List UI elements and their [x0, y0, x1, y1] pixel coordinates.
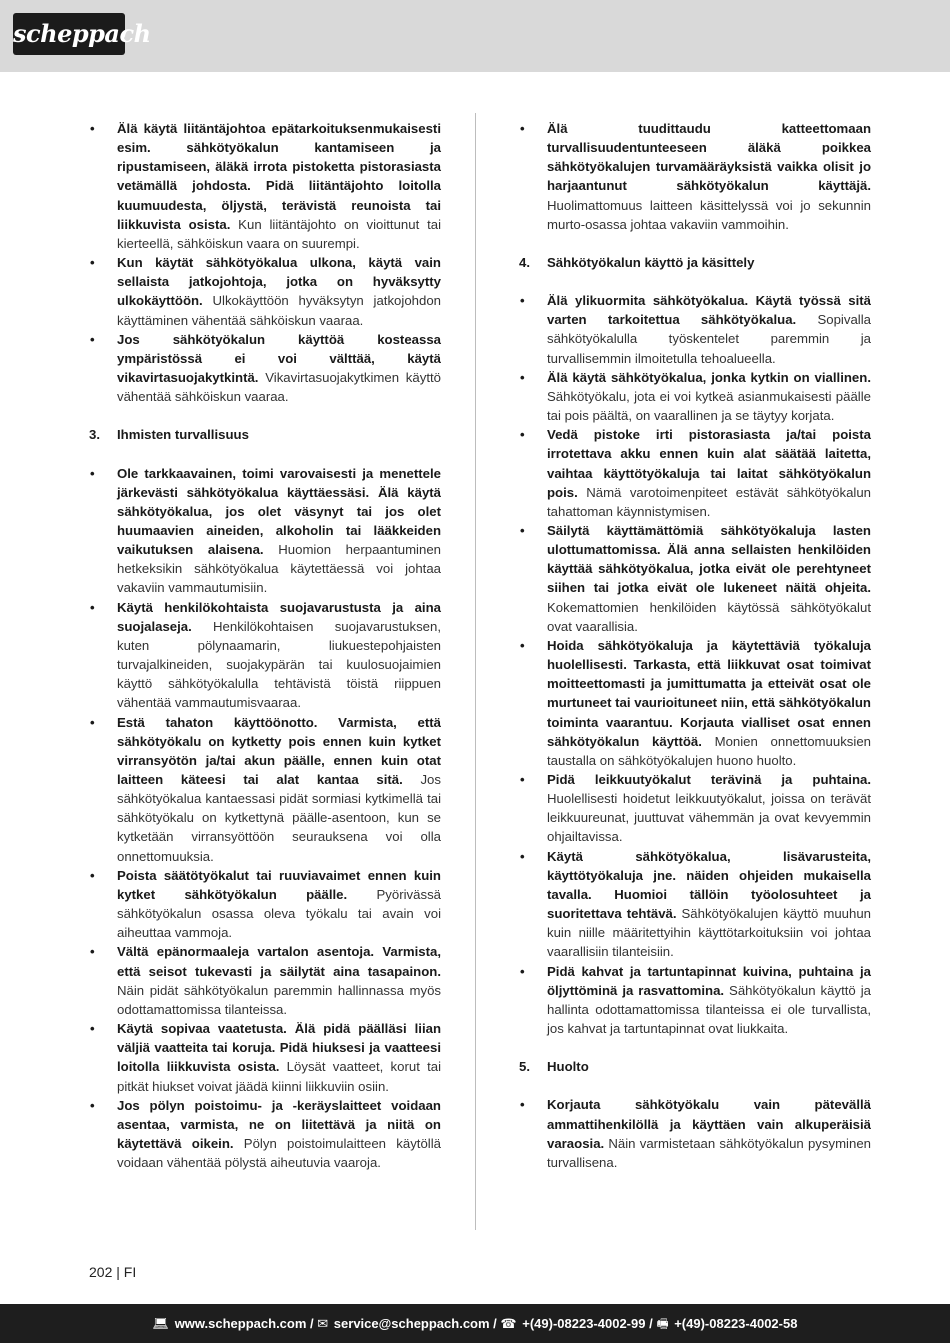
bullet-body-text: Sopivalla sähkötyökalulla työskentelet paremmin ja turvallisemmin ilmoitetulla tehoalueella.: [547, 312, 871, 366]
bullet-bold-text: Käytä henkilökohtaista suojavarustusta ja aina suojalaseja.: [117, 599, 441, 634]
bullet-item: [87, 253, 441, 330]
spacer: [87, 406, 441, 425]
bullet-body-text: Sähkötyökalun käyttö ja hallinta odottamattomissa tilanteissa ei ole turvallista, jos kahvat ja tartuntapinnat ovat liukkaita.: [547, 982, 871, 1037]
bullet-icon: •: [520, 848, 525, 864]
bullet-bold-text: Käytä sähkötyökalua, lisävarusteita, käyttötyökaluja jne. näiden ohjeiden mukaisella tavalla. Huomioi tällöin työolosuhteet ja suoritettava tehtävä.: [547, 848, 871, 922]
bullet-bold-text: Ole tarkkaavainen, toimi varovaisesti ja menettele järkevästi sähkötyökalua käyttäessäsi. Älä käytä sähkötyökalua, jos olet väsynyt tai jos olet huumaavien aineiden, alkoholin tai lääkkeiden vaikutuksen alaisena.: [117, 465, 441, 558]
bullet-bold-text: Korjauta sähkötyökalu vain pätevällä ammattihenkilöllä ja käyttäen vain alkuperäisiä varaosia.: [547, 1097, 871, 1151]
section-number: 5.: [519, 1059, 530, 1075]
bullet-item: [87, 598, 441, 713]
bullet-bold-text: Vedä pistoke irti pistorasiasta ja/tai poista irrotettava akku ennen kuin alat säätää laitetta, vaihtaa käyttötyökaluja tai laitat sähkötyökalun pois.: [547, 427, 871, 500]
page-number: [89, 1264, 136, 1280]
bullet-bold-text: Vältä epänormaaleja vartalon asentoja. Varmista, että seisot tukevasti ja säilytät aina tasapainon.: [117, 944, 441, 979]
bullet-body-text: Löysät vaatteet, korut tai pitkät hiukset voivat jäädä kiinni liikkuviin osiin.: [117, 1059, 441, 1094]
bullet-body-text: Ulkokäyttöön hyväksytyn jatkojohdon käyttäminen vähentää sähköiskun vaaraa.: [117, 293, 441, 328]
bullet-body-text: Huolellisesti hoidetut leikkuutyökalut, joissa on terävät leikkuureunat, juuttuvat vähemmän ja ovat kevyemmin ohjailtavissa.: [547, 791, 871, 845]
bullet-icon: •: [90, 944, 95, 960]
bullet-body-text: Jos sähkötyökalua kantaessasi pidät sormiasi kytkimellä tai sähkötyökalu on kytkettynä päälle-asentoon, kun se kytketään virransyöttöön seurauksena voi olla onnettomuuksia.: [117, 772, 441, 864]
bullet-item: [517, 962, 871, 1039]
spacer: [517, 272, 871, 291]
page-number-separator: |: [116, 1264, 120, 1280]
bullet-icon: •: [520, 427, 525, 443]
bullet-body-text: Pölyn poistoimulaitteen käytöllä voidaan vähentää pölystä aiheutuvia vaaroja.: [117, 1135, 441, 1171]
bullet-body-text: Näin varmistetaan sähkötyökalun pysyminen turvallisena.: [547, 1135, 871, 1170]
logo-text: scheppach: [13, 19, 151, 48]
bullet-bold-text: Älä tuudittaudu katteettomaan turvallisuudentunteeseen äläkä poikkea sähkötyökalujen turvamääräyksistä vaikka olisit jo harjaantunut sähkötyökalun käyttäjä.: [547, 121, 871, 194]
bullet-icon: •: [90, 331, 95, 347]
right-column: [517, 119, 871, 1172]
bullet-body-text: Nämä varotoimenpiteet estävät sähkötyökalun tahattoman käynnistymisen.: [547, 484, 871, 519]
bullet-bold-text: Kun käytät sähkötyökalua ulkona, käytä vain sellaista jatkojohtoja, jotka on hyväksytty ulkokäyttöön.: [117, 255, 441, 309]
left-column: [87, 119, 441, 1172]
bullet-body-text: Kun liitäntäjohto on vioittunut tai kierteellä, sähköiskun vaara on suurempi.: [117, 216, 441, 251]
spacer: [517, 1076, 871, 1095]
bullet-bold-text: Jos sähkötyökalun käyttöä kosteassa ympäristössä ei voi välttää, käytä vikavirtasuojakytkintä.: [117, 331, 441, 386]
bullet-item: [517, 425, 871, 521]
bullet-icon: •: [90, 714, 95, 730]
bullet-item: [87, 1019, 441, 1096]
bullet-body-text: Henkilökohtaisen suojavarustuksen, kuten pölynaamarin, liukuestepohjaisten turvajalkineiden, suojakypärän tai kuulosuojaimien käyttö sähkötyökalulla tehtävistä töistä riippuen vähentää vammautumisvaaraa.: [117, 618, 441, 711]
computer-icon: 💻︎: [152, 1316, 170, 1331]
bullet-item: [517, 770, 871, 847]
footer-fax: +(49)-08223-4002-58: [674, 1316, 798, 1331]
bullet-body-text: Pyörivässä sähkötyökalun osassa oleva työkalu tai avain voi aiheuttaa vammoja.: [117, 886, 441, 941]
bullet-icon: •: [520, 772, 525, 787]
envelope-icon: ✉︎: [317, 1316, 329, 1331]
section-title: Ihmisten turvallisuus: [117, 427, 249, 443]
bullet-bold-text: Säilytä käyttämättömiä sähkötyökaluja lasten ulottumattomissa. Älä anna sellaisten henkilöiden käyttää sähkötyökalua, jotka eivät ole perehtyneet siihen tai jotka eivät ole lukeneet näitä ohjeita.: [547, 522, 871, 596]
bullet-icon: •: [520, 369, 525, 385]
bullet-bold-text: Hoida sähkötyökaluja ja käytettäviä työkaluja huolellisesti. Tarkasta, että liikkuvat osat toimivat moitteettomasti ja jumittumatta ja etteivät osat ole murtuneet tai vaurioituneet niin, että sähkötyökalun toiminta vaarantuu. Korjauta vialliset osat ennen sähkötyökalun käyttöä.: [547, 637, 871, 749]
spacer: [517, 234, 871, 253]
section-number: 4.: [519, 254, 530, 270]
section-title: Sähkötyökalun käyttö ja käsittely: [547, 254, 755, 270]
bullet-item: [517, 847, 871, 962]
bullet-icon: •: [520, 1097, 525, 1113]
bullet-bold-text: Pidä leikkuutyökalut terävinä ja puhtaina.: [547, 772, 871, 787]
spacer: [517, 1038, 871, 1057]
bullet-item: [87, 464, 441, 598]
bullet-bold-text: Poista säätötyökalut tai ruuviavaimet ennen kuin kytket sähkötyökalun päälle.: [117, 867, 441, 902]
footer-web: www.scheppach.com /: [174, 1316, 314, 1331]
page-header: [0, 0, 950, 72]
bullet-icon: •: [520, 637, 525, 653]
bullet-body-text: Huomion herpaantuminen hetkeksikin sähkötyökalua käytettäessä voi johtaa vakaviin vammautumisiin.: [117, 542, 441, 596]
bullet-icon: •: [90, 599, 95, 615]
bullet-item: [87, 330, 441, 407]
bullet-body-text: Huolimattomuus laitteen käsittelyssä voi jo sekunnin murto-osassa johtaa vakaviin vammoihin.: [547, 197, 871, 232]
bullet-bold-text: Jos pölyn poistoimu- ja -keräyslaitteet voidaan asentaa, varmista, ne on liitettävä ja niitä on käytettävä oikein.: [117, 1097, 441, 1151]
bullet-icon: •: [90, 1097, 95, 1113]
section-heading: [87, 425, 441, 444]
scheppach-logo: [13, 13, 151, 55]
bullet-body-text: Monien onnettomuuksien taustalla on sähkötyökalujen huono huolto.: [547, 733, 871, 768]
bullet-icon: •: [520, 293, 525, 309]
column-divider: [475, 113, 476, 1230]
page-number-value: 202: [89, 1264, 113, 1280]
bullet-item: [87, 866, 441, 943]
bullet-item: [87, 713, 441, 866]
bullet-bold-text: Pidä kahvat ja tartuntapinnat kuivina, puhtaina ja öljyttöminä ja rasvattomina.: [547, 963, 871, 998]
footer-phone: +(49)-08223-4002-99 /: [522, 1316, 653, 1331]
page-language: FI: [123, 1264, 137, 1280]
bullet-item: [87, 942, 441, 1019]
section-heading: [517, 253, 871, 272]
telephone-icon: ☎︎: [500, 1316, 517, 1331]
page-footer: [0, 1304, 950, 1343]
bullet-icon: •: [520, 522, 525, 538]
bullet-item: [517, 521, 871, 636]
bullet-icon: •: [520, 121, 525, 136]
bullet-icon: •: [90, 867, 95, 883]
bullet-item: [87, 119, 441, 253]
bullet-item: [517, 368, 871, 425]
bullet-item: [517, 1095, 871, 1172]
bullet-bold-text: Älä käytä sähkötyökalua, jonka kytkin on viallinen.: [547, 369, 871, 385]
bullet-bold-text: Älä käytä liitäntäjohtoa epätarkoituksenmukaisesti esim. sähkötyökalun kantamiseen ja ripustamiseen, äläkä irrota pistoketta pistorasiasta vetämällä johdosta. Pidä liitäntäjohto loitolla kuumuudesta, öljystä, terävistä reunoista tai liikkuvista osista.: [117, 121, 441, 232]
bullet-item: [517, 291, 871, 368]
bullet-item: [87, 1096, 441, 1173]
section-heading: [517, 1057, 871, 1076]
section-title: Huolto: [547, 1059, 589, 1075]
bullet-item: [517, 119, 871, 234]
section-number: 3.: [89, 427, 100, 443]
bullet-body-text: Kokemattomien henkilöiden käytössä sähkötyökalut ovat vaarallisia.: [547, 599, 871, 634]
bullet-icon: •: [90, 465, 95, 481]
bullet-body-text: Sähkötyökalu, jota ei voi kytkeä asianmukaisesti päälle tai pois päältä, on vaarallinen ja se täytyy korjata.: [547, 388, 871, 424]
bullet-item: [517, 636, 871, 770]
spacer: [87, 445, 441, 464]
fax-icon: 🖷︎: [656, 1316, 669, 1331]
bullet-bold-text: Käytä sopivaa vaatetusta. Älä pidä päälläsi liian väljiä vaatteita tai koruja. Pidä hiuksesi ja vaatteesi loitolla liikkuvista osista.: [117, 1021, 441, 1075]
bullet-icon: •: [90, 1021, 95, 1037]
bullet-bold-text: Älä ylikuormita sähkötyökalua. Käytä työssä sitä varten tarkoitettua sähkötyökalua.: [547, 293, 871, 328]
bullet-body-text: Vikavirtasuojakytkimen käyttö vähentää sähköiskun vaaraa.: [117, 370, 441, 405]
bullet-icon: •: [90, 121, 95, 136]
bullet-bold-text: Estä tahaton käyttöönotto. Varmista, että sähkötyökalu on kytketty pois ennen kuin kytket virransyötön ja/tai akun päälle, ennen kuin otat laitteen käteesi tai alat kantaa sitä.: [117, 714, 441, 787]
footer-email: service@scheppach.com /: [333, 1316, 497, 1331]
bullet-body-text: Sähkötyökalujen käyttö muuhun kuin niille määritettyihin käyttötarkoituksiin voi johtaa vaarallisiin tilanteisiin.: [547, 906, 871, 960]
bullet-body-text: Näin pidät sähkötyökalun paremmin hallinnassa myös odottamattomissa tilanteissa.: [117, 982, 441, 1017]
bullet-icon: •: [520, 963, 525, 979]
bullet-icon: •: [90, 255, 95, 271]
